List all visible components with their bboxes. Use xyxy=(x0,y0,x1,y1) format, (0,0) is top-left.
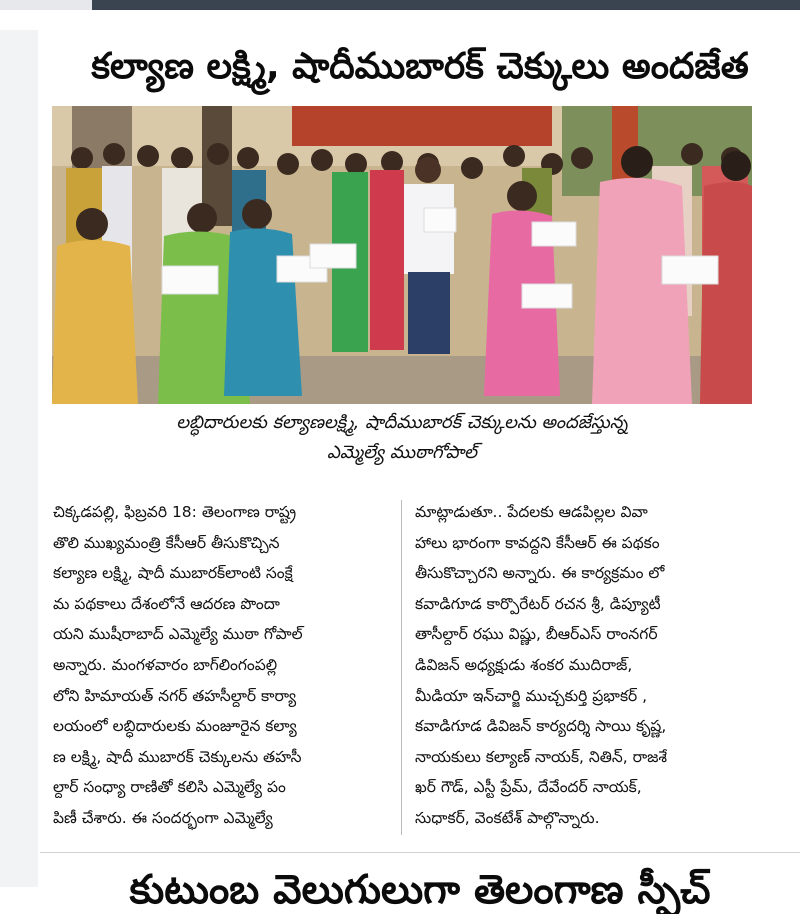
article-line: లయంలో లబ్ధిదారులకు మంజూరైన కల్యా xyxy=(53,717,297,736)
article-line: ఖర్ గౌడ్, ఎస్టీ ప్రేమ్, దేవేందర్ నాయక్, xyxy=(415,778,642,797)
article-line: పిణీ చేశారు. ఈ సందర్భంగా ఎమ్మెల్యే xyxy=(53,808,273,827)
article-line: ణ లక్ష్మి, షాదీ ముబారక్ చెక్కులను తహసీ xyxy=(53,747,302,766)
article-line: అన్నారు. మంగళవారం బాగ్‌లింగంపల్లి xyxy=(53,655,278,674)
news-photo xyxy=(52,106,752,404)
article-line: మ పథకాలు దేశంలోనే ఆదరణ పొందా xyxy=(53,594,280,613)
article-line: ల్దార్ సంధ్యా రాణితో కలిసి ఎమ్మెల్యే పం xyxy=(53,778,286,797)
section-separator xyxy=(40,852,800,853)
caption-line: ఎమ్మెల్యే ముఠాగోపాల్ xyxy=(327,442,477,463)
article-line: కవాడిగూడ కార్పొరేటర్ రచన శ్రీ, డిప్యూటీ xyxy=(415,594,661,613)
article-line: చిక్కడపల్లి, ఫిబ్రవరి 18: తెలంగాణ రాష్ట్ర xyxy=(53,503,297,521)
article-line: లోని హిమాయత్ నగర్ తహసీల్దార్ కార్యా xyxy=(53,686,297,705)
article-line: సుధాకర్, వెంకటేశ్ పాల్గొన్నారు. xyxy=(415,808,600,827)
article-line: మీడియా ఇన్‌చార్జి ముచ్చకుర్తి ప్రభాకర్ , xyxy=(415,686,648,705)
news-photo-illustration xyxy=(52,106,752,404)
next-article-headline xyxy=(40,866,800,913)
top-bar xyxy=(92,0,800,10)
article-line: తాసీల్దార్ రఘు విష్ణు, బీఆర్ఎస్ రాంనగర్ xyxy=(415,625,658,644)
article-headline: కల్యాణ లక్ష్మి, షాదీముబారక్ చెక్కులు అందజేత xyxy=(91,46,749,87)
article-line: మాట్లాడుతూ.. పేదలకు ఆడపిల్లల వివా xyxy=(415,503,648,521)
next-headline-text: కుటుంబ వెలుగులుగా తెలంగాణ స్పీచ్ xyxy=(129,867,711,913)
article-line: డివిజన్ అధ్యక్షుడు శంకర ముదిరాజ్, xyxy=(415,655,633,674)
article-line: యని ముషీరాబాద్ ఎమ్మెల్యే ముఠా గోపాల్ xyxy=(53,625,303,644)
left-margin-strip xyxy=(0,30,38,887)
article-line: హాలు భారంగా కావద్దని కేసీఆర్ ఈ పథకం xyxy=(415,533,660,552)
article-line: కల్యాణ లక్ష్మి, షాదీ ముబారక్‌లాంటి సంక్షే xyxy=(53,564,293,583)
article-line: తొలి ముఖ్యమంత్రి కేసీఆర్ తీసుకొచ్చిన xyxy=(53,533,280,552)
article-line: నాయకులు కల్యాణ్ నాయక్, నితిన్, రాజశే xyxy=(415,747,668,766)
article-column-left xyxy=(53,497,398,834)
article-column-right xyxy=(415,497,760,834)
article-line: కవాడిగూడ డివిజన్ కార్యదర్శి సాయి కృష్ణ, xyxy=(415,717,667,736)
article-line: తీసుకొచ్చారని అన్నారు. ఈ కార్యక్రమం లో xyxy=(415,564,665,583)
photo-caption xyxy=(52,408,752,468)
top-bar-left xyxy=(0,0,92,10)
caption-line: లబ్ధిదారులకు కల్యాణలక్ష్మి, షాదీముబారక్ చెక్కులను అందజేస్తున్న xyxy=(176,412,628,433)
column-divider xyxy=(401,500,402,835)
